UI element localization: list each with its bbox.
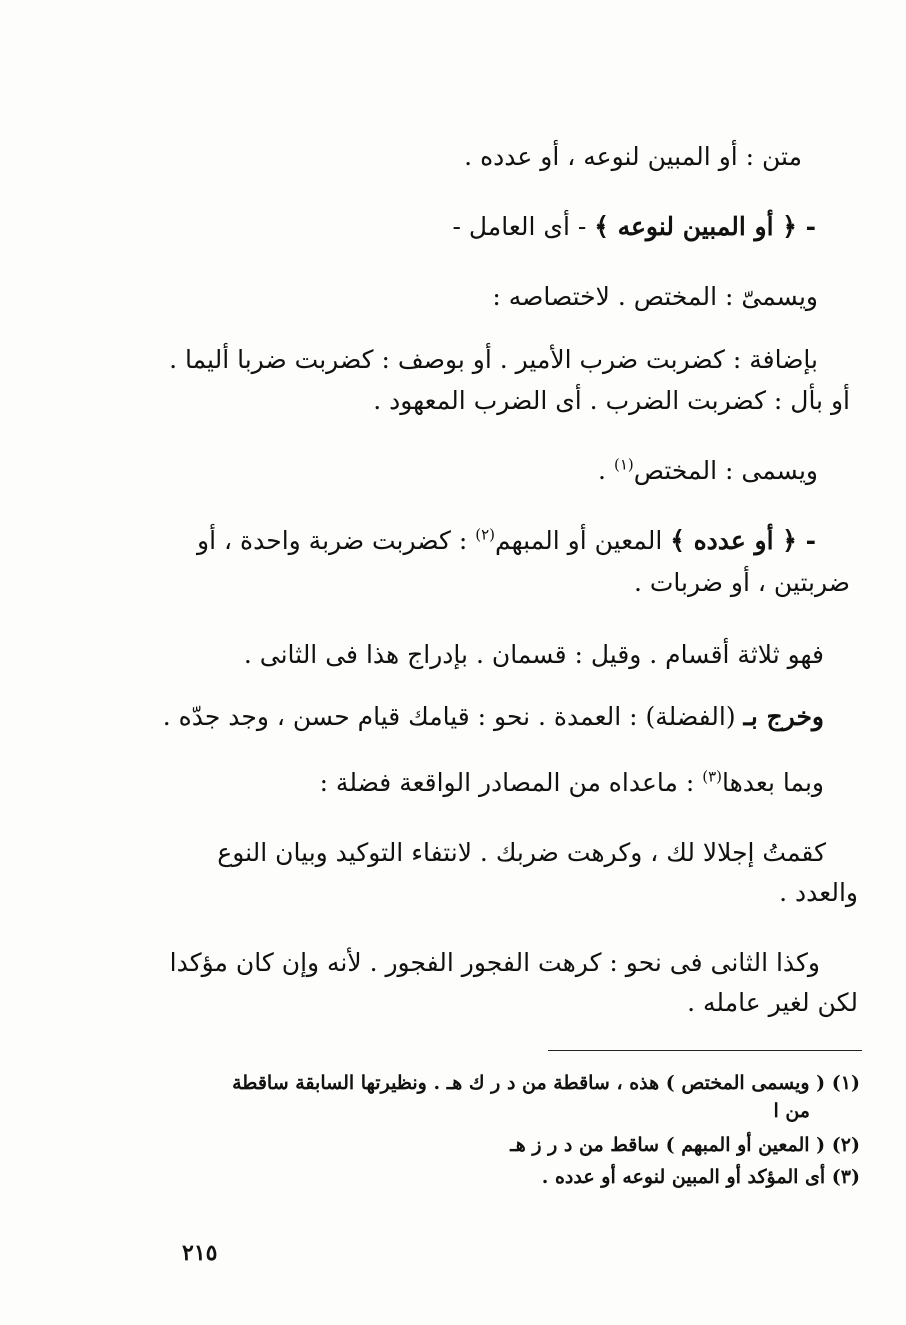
text-line-7 [197, 524, 816, 558]
text-line-6 [598, 454, 818, 488]
text-line-14: وكذا الثانى فى نحو : كرهت الفجور الفجور . لأنه وإن كان مؤكدا [169, 948, 820, 977]
text-segment: . [598, 456, 614, 485]
text-segment: : ماعداه من المصادر الواقعة فضلة : [319, 768, 703, 797]
footnote-2: (٢) ( المعين أو المبهم ) ساقط من د ر ز هـ [510, 1134, 860, 1156]
text-segment: (الفضلة) : العمدة . نحو : قيامك قيام حسن ، وجد جدّه . [162, 702, 744, 731]
text-line-15: لكن لغير عامله . [687, 988, 858, 1017]
footnote-ref-1: (١) [613, 455, 634, 474]
text-segment: ويسمى : المختص [633, 456, 818, 485]
footnote-ref-2: (٢) [475, 525, 495, 544]
text-line-10 [163, 700, 824, 734]
text-line-matn: متن : أو المبين لنوعه ، أو عدده . [464, 142, 802, 171]
text-line-8: ضربتين ، أو ضربات . [633, 568, 850, 597]
bold-phrase: - ﴿ أو عدده ﴾ [670, 526, 816, 555]
text-segment: : كضربت ضربة واحدة ، أو [197, 526, 476, 555]
text-line-12: كقمتُ إجلالا لك ، وكرهت ضربك . لانتفاء التوكيد وبيان النوع [217, 838, 826, 867]
text-line-13: والعدد . [779, 878, 858, 907]
text-line-5: أو بأل : كضربت الضرب . أى الضرب المعهود . [373, 386, 850, 415]
text-line-3: ويسمىّ : المختص . لاختصاصه : [492, 282, 818, 311]
footnote-1: (١) ( ويسمى المختص ) هذه ، ساقطة من د ر ك هـ . ونظيرتها السابقة ساقطة [232, 1072, 860, 1094]
text-line-2 [452, 210, 816, 244]
bold-phrase: - ﴿ أو المبين لنوعه ﴾ [594, 212, 816, 241]
footnote-3: (٣) أى المؤكد أو المبين لنوعه أو عدده . [541, 1166, 860, 1188]
page-number: ٢١٥ [182, 1240, 218, 1266]
footnote-1-continuation: من ا [773, 1100, 810, 1122]
text-line-11 [320, 766, 824, 800]
text-line-9: فهو ثلاثة أقسام . وقيل : قسمان . بإدراج هذا فى الثانى . [243, 640, 824, 669]
text-line-4: بإضافة : كضربت ضرب الأمير . أو بوصف : كضربت ضربا أليما . [169, 345, 818, 374]
footnote-divider [548, 1050, 862, 1051]
text-segment: المعين أو المبهم [494, 526, 671, 555]
text-segment: وبما بعدها [722, 768, 824, 797]
text-segment: - أى العامل - [452, 212, 595, 241]
bold-phrase: وخرج بـ [743, 702, 824, 731]
footnote-ref-3: (٣) [702, 767, 722, 786]
